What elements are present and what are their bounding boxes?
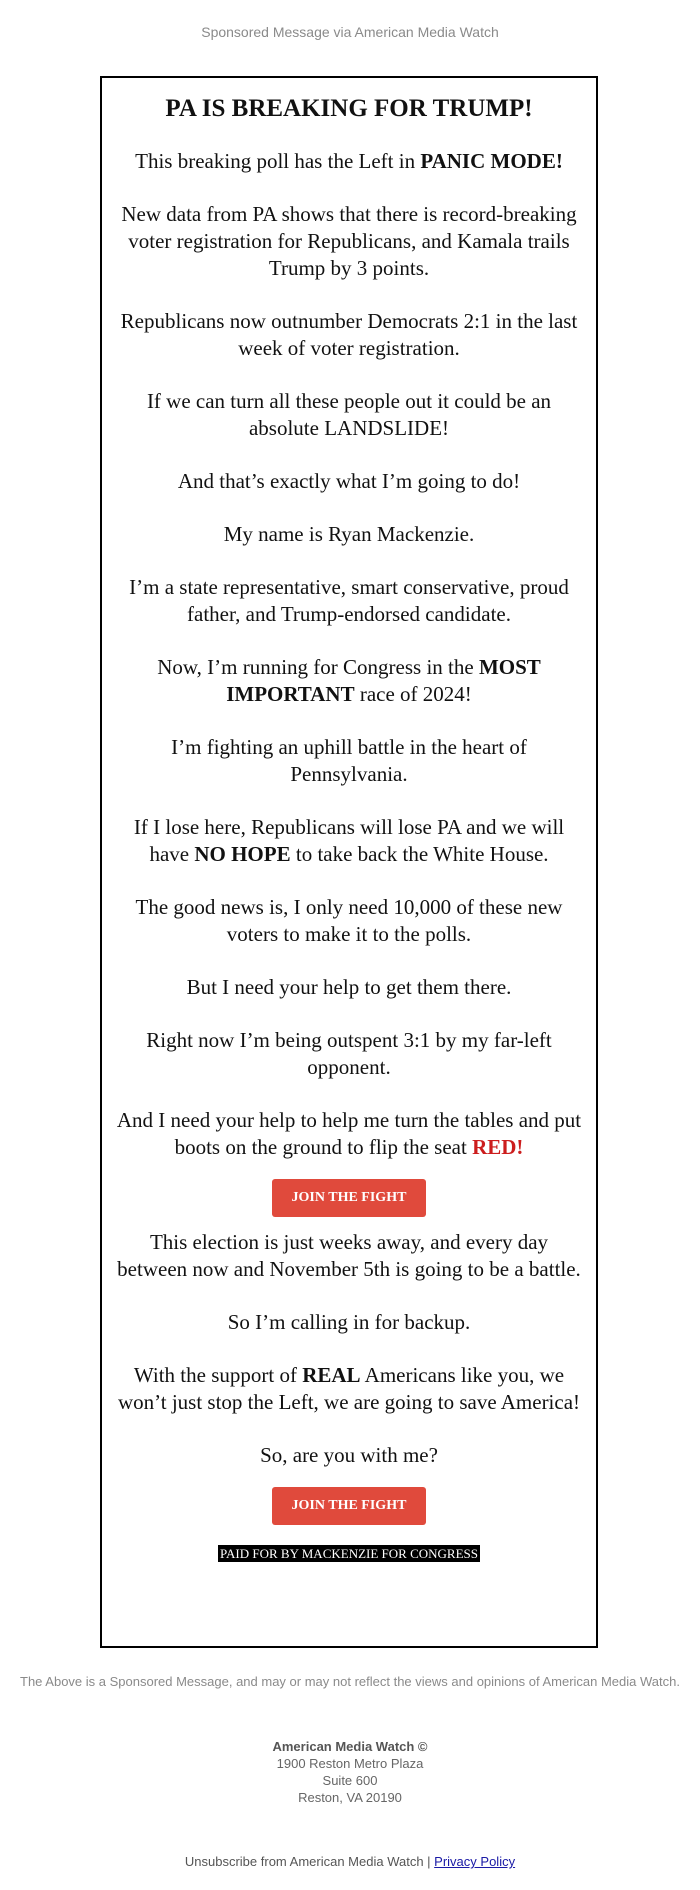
- paragraph-lose-post: to take back the White House.: [290, 842, 549, 866]
- paragraph-state-rep: I’m a state representative, smart conservative, proud father, and Trump-endorsed candidate.: [129, 575, 569, 626]
- paragraph-backup: So I’m calling in for backup.: [227, 1310, 471, 1334]
- paragraph-flip-seat: [116, 1107, 582, 1161]
- button1-wrap: [116, 1179, 582, 1217]
- paragraph-lose-pre: If I lose here, Republicans will lose PA and we will have: [133, 815, 565, 866]
- button2-wrap: [116, 1487, 582, 1525]
- address-line-3: Reston, VA 20190: [298, 1790, 402, 1805]
- paragraph-weeks-away: This election is just weeks away, and every day between now and November 5th is going to be a battle.: [117, 1230, 581, 1281]
- paragraph-panic: [116, 148, 582, 175]
- company-name: American Media Watch ©: [272, 1739, 428, 1754]
- privacy-policy-link[interactable]: Privacy Policy: [434, 1854, 516, 1869]
- paragraph-panic-text: This breaking poll has the Left in: [135, 149, 421, 173]
- paragraph-uphill: I’m fighting an uphill battle in the heart of Pennsylvania.: [171, 735, 527, 786]
- footer-separator: |: [423, 1854, 435, 1869]
- paid-for-wrap: [116, 1545, 582, 1563]
- paragraph-need-help: But I need your help to get them there.: [186, 975, 512, 999]
- sponsored-header: Sponsored Message via American Media Watch: [201, 24, 499, 40]
- paragraph-lose: [116, 814, 582, 868]
- unsubscribe-text[interactable]: Unsubscribe from American Media Watch: [184, 1854, 424, 1869]
- paragraph-running-post: race of 2024!: [354, 682, 472, 706]
- paragraph-landslide: If we can turn all these people out it could be an absolute LANDSLIDE!: [146, 389, 552, 440]
- paragraph-running: [116, 654, 582, 708]
- email-content-box: [100, 76, 598, 1648]
- address-line-1: 1900 Reston Metro Plaza: [276, 1756, 424, 1771]
- paragraph-with-me: So, are you with me?: [260, 1443, 438, 1467]
- most-important-bold: MOST IMPORTANT: [226, 655, 541, 706]
- paragraph-exactly: And that’s exactly what I’m going to do!: [177, 469, 521, 493]
- no-hope-bold: NO HOPE: [194, 842, 291, 866]
- paragraph-name: My name is Ryan Mackenzie.: [223, 522, 475, 546]
- paragraph-running-pre: Now, I’m running for Congress in the: [157, 655, 479, 679]
- address-line-2: Suite 600: [322, 1773, 378, 1788]
- panic-mode-bold: PANIC MODE!: [420, 149, 563, 173]
- real-bold: REAL: [302, 1363, 361, 1387]
- red-word: RED!: [472, 1135, 524, 1159]
- paragraph-new-data: New data from PA shows that there is record-breaking voter registration for Republicans, and Kamala trails Trump by 3 points.: [121, 202, 577, 280]
- paragraph-outspent: Right now I’m being outspent 3:1 by my far-left opponent.: [146, 1028, 552, 1079]
- headline: PA IS BREAKING FOR TRUMP!: [165, 95, 533, 122]
- footer: [0, 1854, 700, 1869]
- join-the-fight-button-1[interactable]: JOIN THE FIGHT: [272, 1179, 426, 1217]
- paragraph-real-pre: With the support of: [133, 1363, 303, 1387]
- paragraph-real-americans: [116, 1362, 582, 1416]
- paid-for-disclaimer: PAID FOR BY MACKENZIE FOR CONGRESS: [219, 1546, 478, 1561]
- paragraph-good-news: The good news is, I only need 10,000 of these new voters to make it to the polls.: [135, 895, 563, 946]
- paragraph-real-post: Americans like you, we won’t just stop the Left, we are going to save America!: [117, 1363, 581, 1414]
- paragraph-outnumber: Republicans now outnumber Democrats 2:1 in the last week of voter registration.: [120, 309, 578, 360]
- address-block: [0, 1738, 700, 1806]
- join-the-fight-button-2[interactable]: JOIN THE FIGHT: [272, 1487, 426, 1525]
- sponsored-disclaimer: The Above is a Sponsored Message, and may or may not reflect the views and opinions of American Media Watch.: [20, 1674, 680, 1689]
- paragraph-flip-seat-pre: And I need your help to help me turn the tables and put boots on the ground to flip the seat: [116, 1108, 582, 1159]
